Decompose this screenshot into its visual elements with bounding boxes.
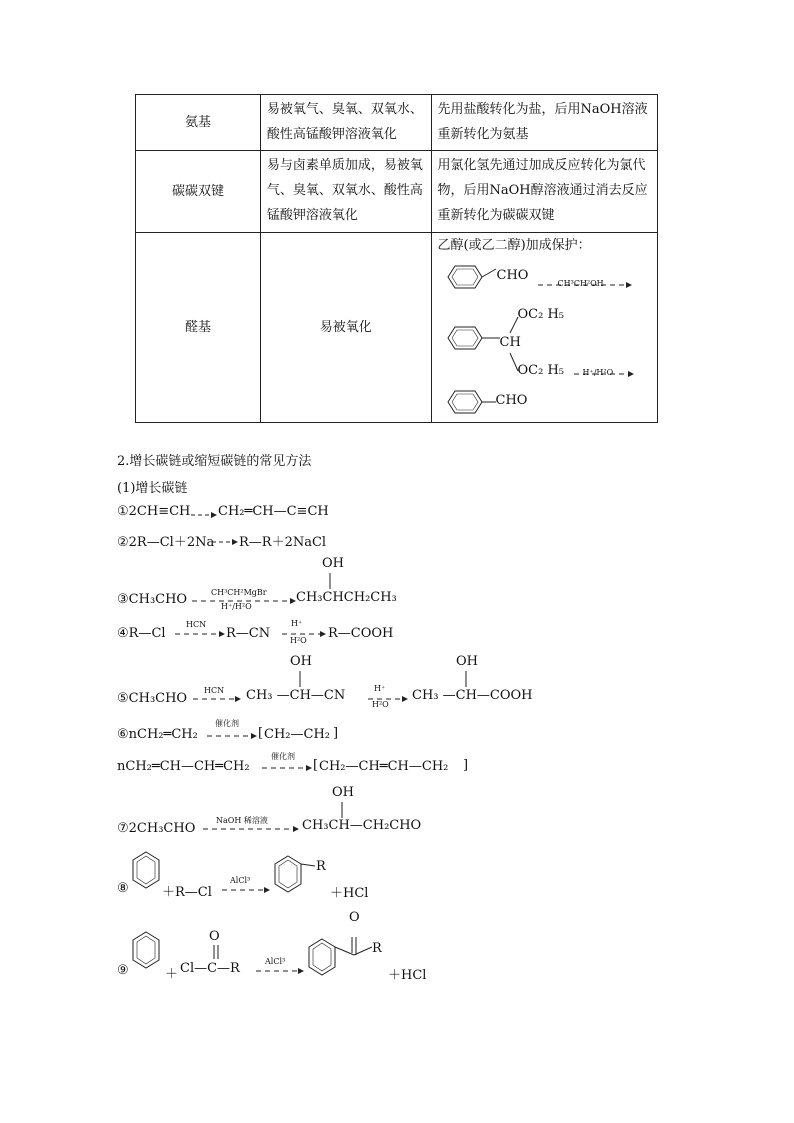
- hydroxyl-label: OH: [322, 556, 344, 571]
- bond-line-icon: [297, 671, 303, 689]
- reaction-8-number: ⑧: [117, 881, 129, 896]
- subsection-heading: (1)增长碳链: [117, 481, 188, 496]
- aldehyde-protection-scheme: [432, 233, 657, 421]
- property-cell: 易被氧气、臭氧、双氧水、酸性高锰酸钾溶液氧化: [260, 95, 431, 151]
- reaction-arrow-icon: [222, 886, 270, 894]
- reaction-2-product: R—R＋2NaCl: [239, 535, 327, 550]
- reagent-label: H⁺/H²O: [582, 368, 614, 377]
- reaction-4-product: R—COOH: [328, 626, 394, 641]
- reaction-5-condition: HCN: [204, 686, 225, 695]
- reaction-3-reactant: ③CH₃CHO: [117, 592, 188, 607]
- benzene-ring-icon: [130, 930, 162, 974]
- property-cell: 易被氧化: [260, 233, 431, 423]
- hydroxyl-label: OH: [332, 785, 354, 800]
- reaction-4-intermediate: R—CN: [226, 626, 271, 641]
- plus-sign: ＋: [165, 967, 179, 982]
- reaction-6-product: CH₂—CH₂: [264, 727, 330, 742]
- benzene-ring-icon: [130, 850, 162, 894]
- method-title: 乙醇(或乙二醇)加成保护：: [437, 238, 591, 253]
- reaction-7-condition: NaOH 稀溶液: [216, 816, 268, 825]
- reaction-2-reactant: ②2R—Cl＋2Na: [117, 535, 215, 550]
- bond-line-icon: [463, 671, 469, 689]
- reaction-arrow-icon: [212, 538, 238, 546]
- ethoxy-bottom: OC₂ H₅: [517, 363, 565, 378]
- group-cell: 氨基: [136, 95, 261, 151]
- reaction-9-number: ⑨: [117, 963, 129, 978]
- polymer-bracket-close: ]: [463, 758, 469, 773]
- property-cell: 易与卤素单质加成，易被氧气、臭氧、双氧水、酸性高锰酸钾溶液氧化: [260, 151, 431, 233]
- reaction-6b-reactant: nCH₂═CH—CH═CH₂: [117, 759, 250, 774]
- reaction-arrow-icon: [175, 630, 225, 638]
- reaction-8-byproduct: ＋HCl: [330, 886, 369, 901]
- reaction-arrow-icon: [262, 764, 312, 772]
- reaction-arrow-icon: [538, 281, 632, 289]
- reaction-4-condition: H⁺: [291, 619, 303, 628]
- benzene-ring-icon: [272, 852, 318, 896]
- reaction-4-reactant: ④R—Cl: [117, 626, 166, 641]
- table-row: [136, 233, 658, 423]
- ethoxy-top: OC₂ H₅: [517, 307, 565, 322]
- double-bond-icon: [210, 945, 222, 961]
- reaction-arrow-icon: [191, 511, 217, 519]
- reaction-4-condition: HCN: [186, 620, 207, 629]
- reaction-5-intermediate: CH₃ —CH—CN: [246, 688, 346, 703]
- substituent-r: R: [372, 941, 382, 956]
- reaction-7-product: CH₃CH—CH₂CHO: [302, 818, 422, 833]
- method-cell: [431, 233, 657, 423]
- substituent-r: R: [316, 859, 326, 874]
- benzene-ring-icon: [438, 263, 498, 291]
- acyl-chloride: Cl—C—R: [180, 961, 240, 976]
- reaction-6-reactant: ⑥nCH₂═CH₂: [117, 727, 198, 742]
- reaction-4-condition: H²O: [290, 636, 307, 645]
- reagent-label: CH³CH²OH: [557, 279, 604, 288]
- reaction-3-condition: CH³CH²MgBr: [211, 588, 267, 597]
- group-cell: 醛基: [136, 233, 261, 423]
- benzene-ring-icon: [306, 925, 378, 983]
- reaction-5-product: CH₃ —CH—COOH: [412, 688, 533, 703]
- hydroxyl-label: OH: [290, 654, 312, 669]
- reaction-3-product: CH₃CHCH₂CH₃: [296, 590, 397, 605]
- reaction-8-condition: AlCl³: [230, 876, 251, 885]
- reaction-5-condition: H⁺: [374, 684, 386, 693]
- polymer-bracket-open: [: [313, 758, 319, 773]
- reaction-1-reactant: ①2CH≡CH: [117, 504, 191, 519]
- reaction-arrow-icon: [207, 732, 257, 740]
- reaction-3-condition: H⁺/H²O: [221, 602, 252, 611]
- reaction-1-product: CH₂═CH—C≡CH: [218, 504, 329, 519]
- hydroxyl-label: OH: [456, 654, 478, 669]
- bond-line-icon: [327, 573, 333, 591]
- protecting-group-table: [135, 94, 658, 423]
- reaction-5-condition: H²O: [372, 700, 389, 709]
- group-cell: 碳碳双键: [136, 151, 261, 233]
- reaction-arrow-icon: [256, 967, 304, 975]
- reaction-7-reactant: ⑦2CH₃CHO: [117, 821, 196, 836]
- carbonyl-oxygen: O: [349, 910, 360, 925]
- table-row: [136, 95, 658, 151]
- reaction-5-reactant: ⑤CH₃CHO: [117, 691, 188, 706]
- benzene-ring-icon: [438, 388, 498, 416]
- reaction-9-condition: AlCl³: [265, 957, 286, 966]
- reaction-6b-condition: 催化剂: [271, 752, 295, 761]
- section-heading: 2.增长碳链或缩短碳链的常见方法: [117, 454, 312, 469]
- reaction-9-byproduct: ＋HCl: [388, 968, 427, 983]
- polymer-bracket-close: ]: [333, 726, 339, 741]
- carbonyl-oxygen: O: [209, 929, 220, 944]
- reaction-8-reagent: ＋R—Cl: [162, 885, 212, 900]
- method-cell: 用氯化氢先通过加成反应转化为氯代物，后用NaOH醇溶液通过消去反应重新转化为碳碳双键: [431, 151, 657, 233]
- reaction-arrow-icon: [574, 370, 634, 378]
- reaction-arrow-icon: [203, 825, 299, 833]
- aldehyde-formula: CHO: [496, 268, 529, 283]
- reaction-arrow-icon: [193, 695, 241, 703]
- reaction-6-condition: 催化剂: [215, 719, 239, 728]
- ch-center: CH: [499, 335, 521, 350]
- table-row: [136, 151, 658, 233]
- method-cell: 先用盐酸转化为盐，后用NaOH溶液重新转化为氨基: [431, 95, 657, 151]
- reaction-6b-product: CH₂—CH═CH—CH₂: [319, 759, 449, 774]
- aldehyde-formula: CHO: [495, 393, 528, 408]
- polymer-bracket-open: [: [258, 726, 264, 741]
